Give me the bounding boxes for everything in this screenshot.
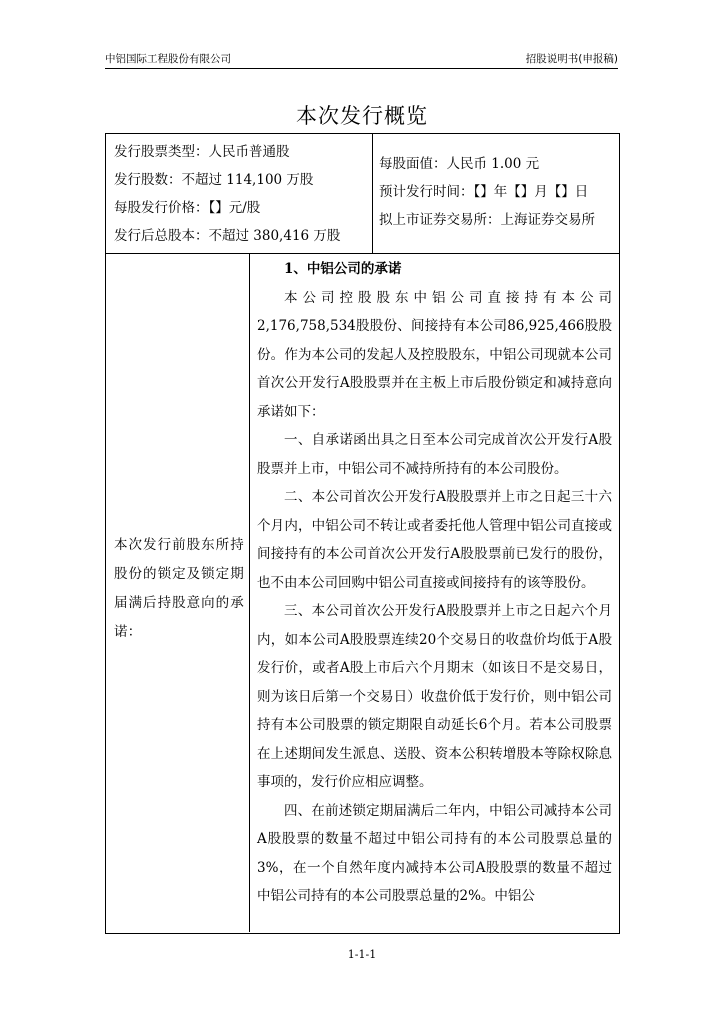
- total-shares-after: 发行后总股本：不超过 380,416 万股: [114, 228, 341, 244]
- issue-date: 预计发行时间：【】年【】月【】日: [379, 184, 589, 200]
- share-count: 发行股数：不超过 114,100 万股: [114, 172, 314, 188]
- commitment-paragraph: 三、本公司首次公开发行A股股票并上市之日起六个月内，如本公司A股股票连续20个交易日的收盘价均低于A股发行价，或者A股上市后六个月期末（如该日不是交易日，则为该日后第一个交易日）收盘价低于发行价，则中铝公司持有本公司股票的锁定期限自动延长6个月。若本公司股票在上述期间发生派息、送股、资本公积转增股本等除权除息事项的，发行价应相应调整。: [257, 603, 612, 790]
- commitment-heading: 1、中铝公司的承诺: [284, 261, 402, 277]
- exchange: 拟上市证券交易所：上海证券交易所: [379, 212, 595, 228]
- overview-left-cell: [106, 134, 373, 253]
- header-company: 中铝国际工程股份有限公司: [105, 52, 231, 65]
- commitment-label: 本次发行前股东所持股份的锁定及锁定期届满后持股意向的承诺：: [114, 537, 244, 640]
- commitment-label-cell: [106, 253, 250, 932]
- header-doc-title: 招股说明书(申报稿): [525, 52, 618, 65]
- issue-price: 每股发行价格：【】元/股: [114, 200, 261, 216]
- page-number: 1-1-1: [347, 948, 377, 961]
- page-title: 本次发行概览: [296, 104, 428, 128]
- page-header: [105, 50, 618, 66]
- stock-type: 发行股票类型：人民币普通股: [114, 144, 290, 160]
- commitment-table: [105, 253, 620, 934]
- par-value: 每股面值：人民币 1.00 元: [379, 156, 540, 172]
- commitment-paragraph: 一、自承诺函出具之日至本公司完成首次公开发行A股股票并上市，中铝公司不减持所持有的本公司股份。: [257, 432, 612, 477]
- header-divider: [105, 68, 618, 69]
- commitment-paragraph: 二、本公司首次公开发行A股股票并上市之日起三十六个月内，中铝公司不转让或者委托他人管理中铝公司直接或间接持有的本公司首次公开发行A股股票前已发行的股份，也不由本公司回购中铝公司直接或间接持有的该等股份。: [257, 489, 612, 591]
- overview-table: [105, 133, 620, 254]
- overview-right-cell: [373, 134, 619, 253]
- commitment-content-cell: [250, 253, 619, 911]
- commitment-paragraph: 四、在前述锁定期届满后二年内，中铝公司减持本公司A股股票的数量不超过中铝公司持有的本公司股票总量的3%，在一个自然年度内减持本公司A股股票的数量不超过中铝公司持有的本公司股票总量的2%。中铝公: [257, 802, 612, 904]
- commitment-paragraph: 本公司控股股东中铝公司直接持有本公司2,176,758,534股股份、间接持有本公司86,925,466股股份。作为本公司的发起人及控股股东，中铝公司现就本公司首次公开发行A股股票并在主板上市后股份锁定和减持意向承诺如下：: [257, 289, 612, 420]
